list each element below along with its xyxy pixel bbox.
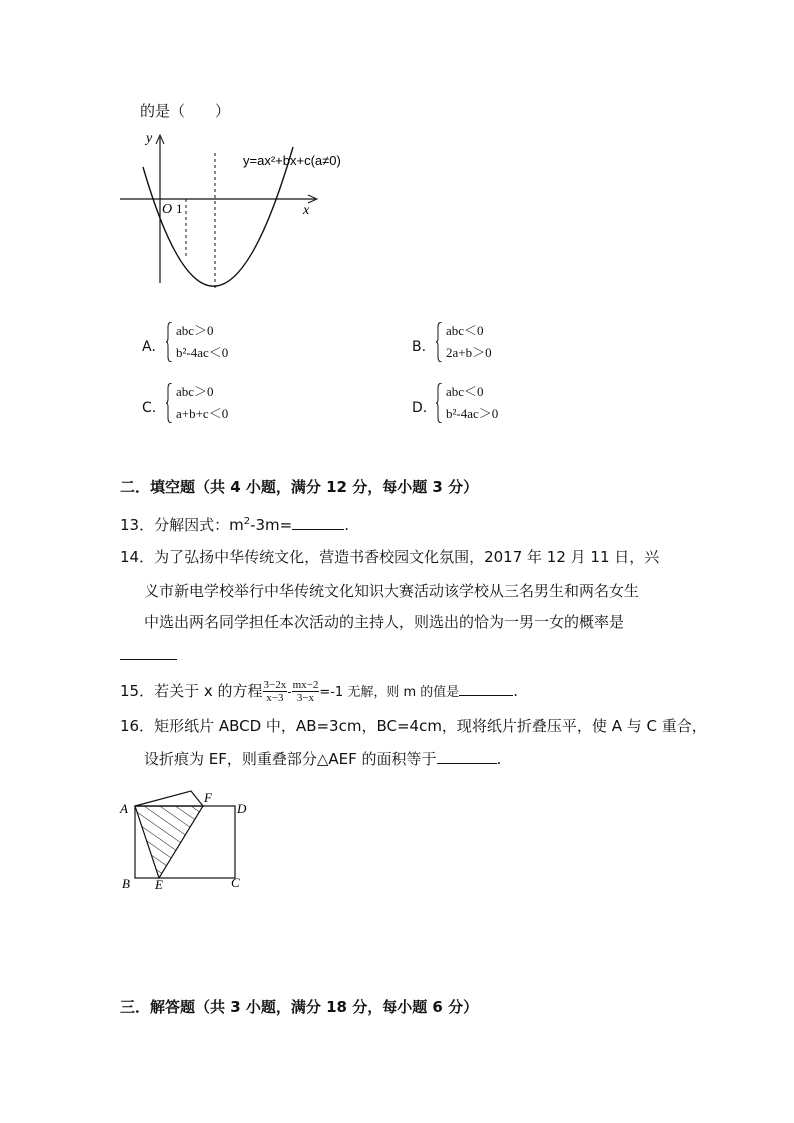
label-c: C bbox=[231, 875, 240, 890]
option-b-system bbox=[436, 320, 536, 366]
label-d: D bbox=[237, 801, 247, 816]
section-2-heading: 二．填空题（共 4 小题，满分 12 分，每小题 3 分） bbox=[120, 478, 479, 496]
q16-answer-blank[interactable] bbox=[437, 749, 497, 764]
q15-answer-blank[interactable] bbox=[459, 681, 513, 696]
option-a-label: A. bbox=[142, 339, 156, 355]
option-c-label: C. bbox=[142, 400, 157, 416]
q15-frac1-denominator: x−3 bbox=[266, 692, 284, 704]
q13-end: . bbox=[344, 516, 349, 534]
q12-stem-tail: 的是（ ） bbox=[140, 102, 231, 120]
origin-label: O bbox=[162, 202, 173, 217]
label-b: B bbox=[122, 876, 130, 891]
q16-line-1: 16．矩形纸片 ABCD 中，AB=3cm，BC=4cm，现将纸片折叠压平，使 A 与 C 重合， bbox=[120, 717, 707, 735]
option-d-system bbox=[436, 381, 536, 427]
option-b-line2: 2a+b＞0 bbox=[446, 345, 492, 360]
q14-answer-blank[interactable] bbox=[120, 659, 177, 660]
q15-minus: - bbox=[287, 685, 292, 699]
question-13 bbox=[120, 512, 349, 535]
q15-end: . bbox=[513, 682, 519, 700]
q13-text-b: -3m= bbox=[250, 516, 293, 534]
q15-frac1-numerator: 3−2x bbox=[263, 679, 287, 691]
q15-suffix: =-1 无解，则 m 的值是 bbox=[319, 685, 460, 700]
q15-frac2-numerator: mx−2 bbox=[292, 679, 319, 691]
q16-line-2-text: 设折痕为 EF，则重叠部分△AEF 的面积等于 bbox=[144, 750, 437, 768]
q15-frac2-denominator: 3−x bbox=[296, 692, 315, 704]
q16-line-2 bbox=[144, 749, 501, 769]
q15-prefix: 15．若关于 x 的方程 bbox=[120, 682, 263, 700]
q13-text-a: 13．分解因式：m bbox=[120, 516, 244, 534]
option-a-line2: b²-4ac＜0 bbox=[176, 345, 229, 360]
section-3-heading: 三．解答题（共 3 小题，满分 18 分，每小题 6 分） bbox=[120, 998, 479, 1016]
q15-fraction-2 bbox=[292, 679, 320, 704]
option-c-line2: a+b+c＜0 bbox=[176, 406, 229, 421]
question-15 bbox=[120, 677, 518, 705]
option-d-label: D. bbox=[412, 400, 428, 416]
option-d-line1: abc＜0 bbox=[446, 384, 484, 399]
q16-rectangle-figure bbox=[115, 775, 255, 895]
brace-icon bbox=[166, 383, 172, 423]
q14-line-1: 14．为了弘扬中华传统文化，营造书香校园文化氛围，2017 年 12 月 11 日，兴 bbox=[120, 548, 660, 566]
option-a-line1: abc＞0 bbox=[176, 323, 214, 338]
q12-parabola-graph bbox=[115, 125, 355, 310]
option-d-line2: b²-4ac＞0 bbox=[446, 406, 499, 421]
q13-answer-blank[interactable] bbox=[292, 515, 344, 530]
option-b-line1: abc＜0 bbox=[446, 323, 484, 338]
one-tick-label: 1 bbox=[176, 201, 183, 216]
q14-line-2: 义市新电学校举行中华传统文化知识大赛活动该学校从三名男生和两名女生 bbox=[144, 582, 640, 600]
brace-icon bbox=[436, 383, 442, 423]
q15-fraction-1 bbox=[263, 679, 288, 704]
option-b-label: B. bbox=[412, 339, 427, 355]
x-axis-label: x bbox=[303, 203, 310, 218]
folded-flap bbox=[135, 791, 203, 806]
equation-label: y=ax²+bx+c(a≠0) bbox=[243, 153, 341, 168]
q16-end: . bbox=[496, 750, 502, 768]
label-a: A bbox=[120, 801, 128, 816]
option-a-system bbox=[166, 320, 266, 366]
option-c-system bbox=[166, 381, 266, 427]
label-e: E bbox=[155, 877, 163, 892]
hatched-triangle-aef bbox=[135, 806, 203, 878]
label-f: F bbox=[204, 790, 212, 805]
y-axis-label: y bbox=[146, 131, 153, 146]
q13-superscript: 2 bbox=[243, 516, 251, 527]
option-c-line1: abc＞0 bbox=[176, 384, 214, 399]
brace-icon bbox=[436, 322, 442, 362]
brace-icon bbox=[166, 322, 172, 362]
q14-line-3: 中选出两名同学担任本次活动的主持人，则选出的恰为一男一女的概率是 bbox=[144, 613, 625, 631]
